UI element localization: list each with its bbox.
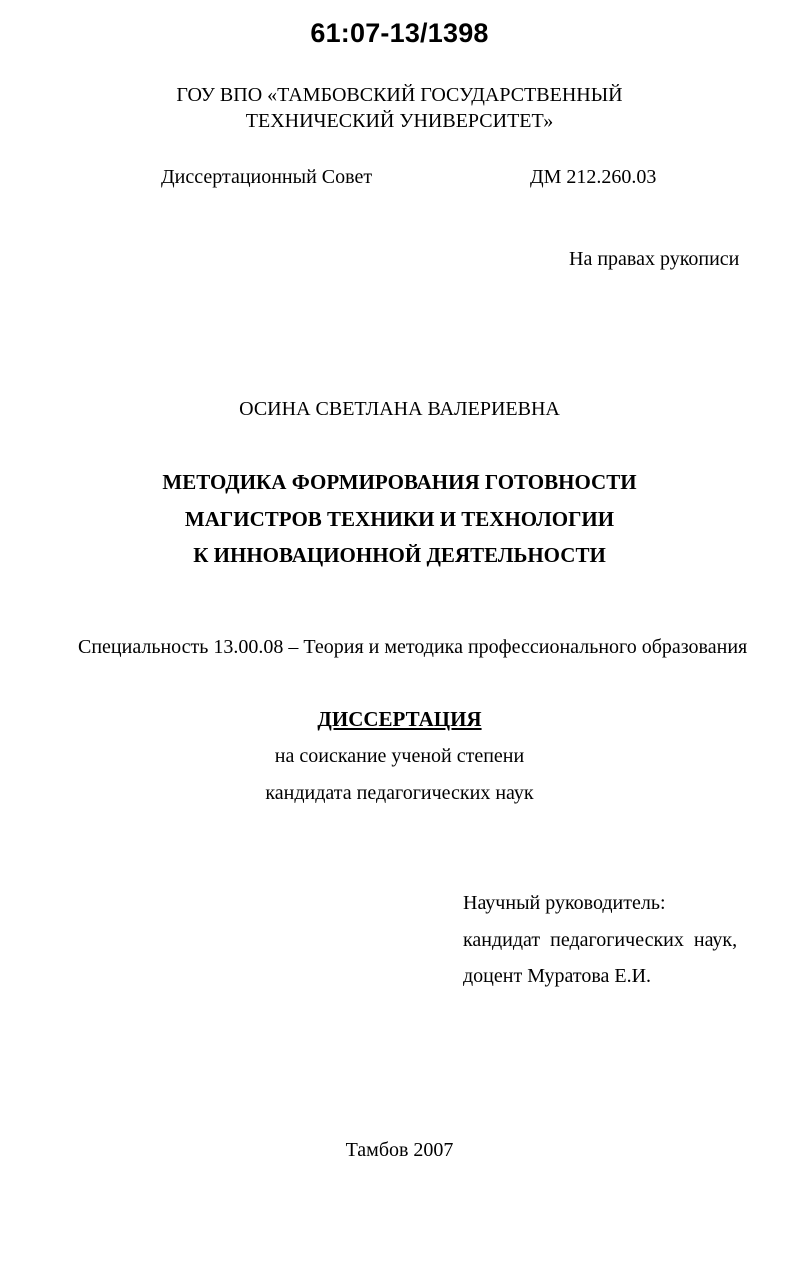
thesis-title-line-2: МАГИСТРОВ ТЕХНИКИ И ТЕХНОЛОГИИ [184, 507, 615, 531]
author-name: ОСИНА СВЕТЛАНА ВАЛЕРИЕВНА [239, 398, 560, 420]
dissertation-line-2: кандидата педагогических наук [265, 782, 534, 804]
dissertation-heading: ДИССЕРТАЦИЯ [317, 707, 482, 731]
supervisor-name: доцент Муратова Е.И. [463, 965, 652, 987]
institution-line-2: ТЕХНИЧЕСКИЙ УНИВЕРСИТЕТ» [245, 110, 554, 132]
city-year: Тамбов 2007 [345, 1139, 454, 1161]
thesis-title-line-1: МЕТОДИКА ФОРМИРОВАНИЯ ГОТОВНОСТИ [162, 470, 637, 494]
supervisor-degree: кандидат педагогических наук, [463, 929, 738, 951]
specialty: Специальность 13.00.08 – Теория и методика профессионального образования [78, 636, 748, 658]
thesis-title-line-3: К ИННОВАЦИОННОЙ ДЕЯТЕЛЬНОСТИ [193, 543, 606, 567]
archive-code: 61:07-13/1398 [310, 18, 489, 48]
council-code: ДМ 212.260.03 [530, 166, 657, 188]
supervisor-label: Научный руководитель: [463, 892, 666, 914]
dissertation-line-1: на соискание ученой степени [274, 745, 525, 767]
institution-line-1: ГОУ ВПО «ТАМБОВСКИЙ ГОСУДАРСТВЕННЫЙ [176, 84, 623, 106]
manuscript-note: На правах рукописи [569, 248, 740, 270]
council-label: Диссертационный Совет [161, 166, 373, 188]
